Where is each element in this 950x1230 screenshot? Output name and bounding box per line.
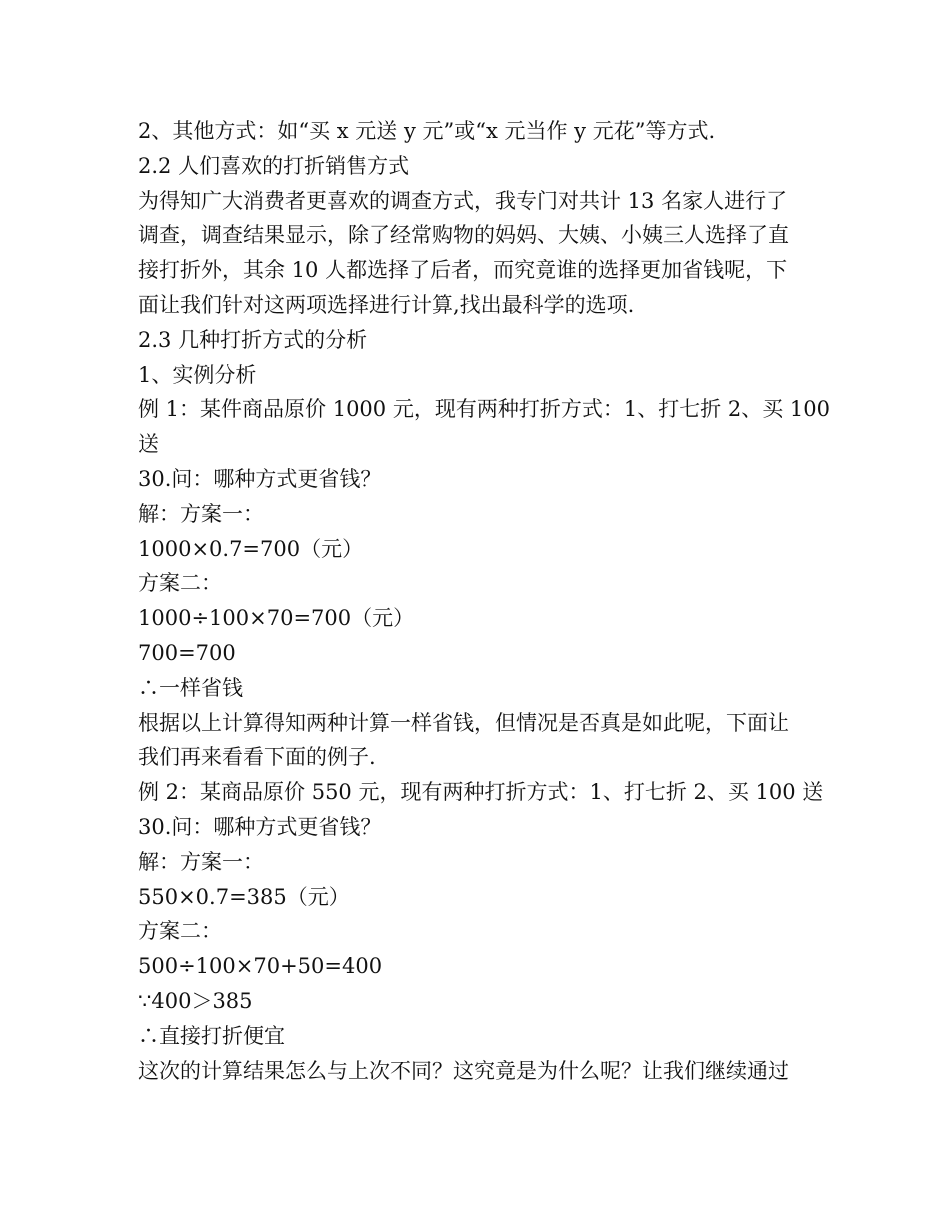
text-line: 为得知广大消费者更喜欢的调查方式，我专门对共计 13 名家人进行了 bbox=[138, 188, 788, 213]
formula-line: 1000×0.7=700（元） bbox=[138, 536, 364, 561]
text-line: 根据以上计算得知两种计算一样省钱，但情况是否真是如此呢，下面让 bbox=[138, 710, 789, 735]
text-line: 这次的计算结果怎么与上次不同？这究竟是为什么呢？让我们继续通过 bbox=[138, 1058, 789, 1083]
text-line: 我们再来看看下面的例子. bbox=[138, 745, 376, 770]
document-body bbox=[138, 114, 830, 1088]
text-line: 送 bbox=[138, 432, 159, 457]
formula-line: ∵400＞385 bbox=[138, 988, 253, 1013]
solution-line: 方案二： bbox=[138, 571, 222, 596]
text-line: 面让我们针对这两项选择进行计算,找出最科学的选项. bbox=[138, 292, 635, 317]
section-heading: 2.3 几种打折方式的分析 bbox=[138, 327, 368, 352]
question-line: 30.问：哪种方式更省钱？ bbox=[138, 466, 382, 491]
text-line: 调查，调查结果显示，除了经常购物的妈妈、大姨、小姨三人选择了直 bbox=[138, 223, 789, 248]
formula-line: 1000÷100×70=700（元） bbox=[138, 606, 415, 631]
text-line: 接打折外，其余 10 人都选择了后者，而究竟谁的选择更加省钱呢，下 bbox=[138, 258, 788, 283]
example-line: 例 2：某商品原价 550 元，现有两种打折方式：1、打七折 2、买 100 送 bbox=[138, 780, 824, 805]
formula-line: 700=700 bbox=[138, 640, 236, 665]
section-heading: 2.2 人们喜欢的打折销售方式 bbox=[138, 153, 410, 178]
formula-line: 500÷100×70+50=400 bbox=[138, 954, 383, 979]
question-line: 30.问：哪种方式更省钱？ bbox=[138, 814, 382, 839]
solution-line: 解：方案一： bbox=[138, 849, 264, 874]
solution-line: 解：方案一： bbox=[138, 501, 264, 526]
formula-line: 550×0.7=385（元） bbox=[138, 884, 350, 909]
conclusion-line: ∴直接打折便宜 bbox=[138, 1023, 285, 1048]
solution-line: 方案二： bbox=[138, 919, 222, 944]
conclusion-line: ∴一样省钱 bbox=[138, 675, 243, 700]
subsection-heading: 1、实例分析 bbox=[138, 362, 257, 387]
text-line: 2、其他方式：如“买 x 元送 y 元”或“x 元当作 y 元花”等方式. bbox=[138, 119, 716, 143]
example-line: 例 1：某件商品原价 1000 元，现有两种打折方式：1、打七折 2、买 100 bbox=[138, 397, 830, 422]
